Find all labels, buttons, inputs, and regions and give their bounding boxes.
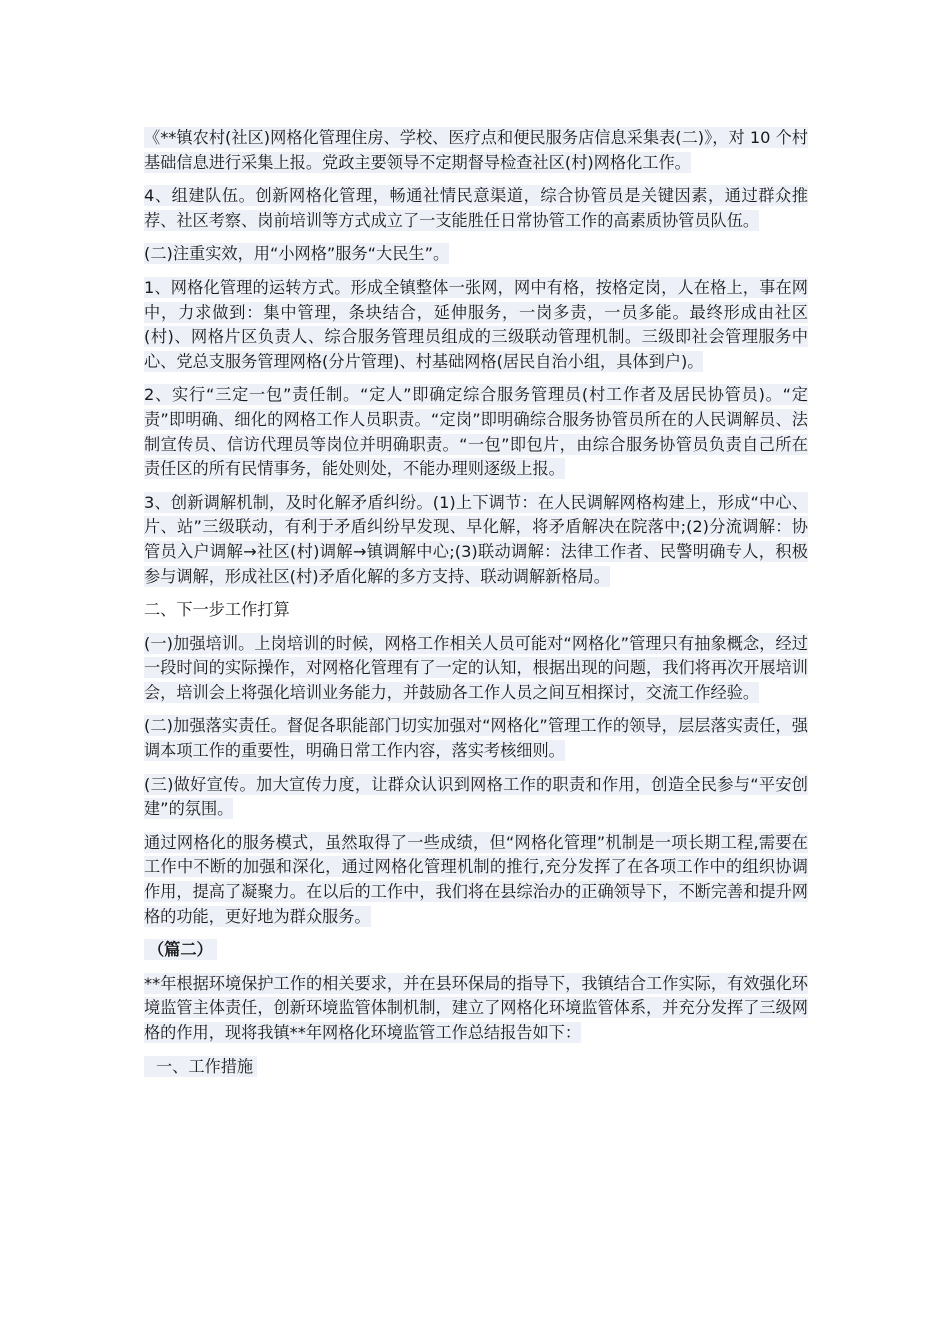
paragraph-conclusion: 通过网格化的服务模式，虽然取得了一些成绩，但“网格化管理”机制是一项长期工程,需要在工作中不断的加强和深化，通过网格化管理机制的推行,充分发挥了在各项工作中的组织协调作用，提高了凝聚力。在以后的工作中，我们将在县综治办的正确领导下，不断完善和提升网格的功能，更好地为群众服务。 bbox=[144, 832, 808, 926]
paragraph-focus-results: (二)注重实效，用“小网格”服务“大民生”。 bbox=[144, 244, 450, 264]
paragraph-plan-training: (一)加强培训。上岗培训的时候，网格工作相关人员可能对“网格化”管理只有抽象概念，经过一段时间的实际操作，对网格化管理有了一定的认知，根据出现的问题，我们将再次开展培训会，培训会上将强化培训业务能力，并鼓励各工作人员之间互相探讨，交流工作经验。 bbox=[144, 633, 808, 702]
paragraph-part-two-intro: **年根据环境保护工作的相关要求，并在县环保局的指导下，我镇结合工作实际，有效强化环境监管主体责任，创新环境监管体制机制，建立了网格化环境监管体系，并充分发挥了三级网格的作用，现将我镇**年网格化环境监管工作总结报告如下： bbox=[144, 973, 808, 1042]
paragraph-responsibility-system: 2、实行“三定一包”责任制。“定人”即确定综合服务管理员(村工作者及居民协管员)。“定责”即明确、细化的网格工作人员职责。“定岗”即明确综合服务协管员所在的人民调解员、法制宣传员、信访代理员等岗位并明确职责。“一包”即包片，由综合服务协管员负责自己所在责任区的所有民情事务，能处则处，不能办理则逐级上报。 bbox=[144, 385, 808, 479]
section-heading-work-measures: 一、工作措施 bbox=[144, 1055, 808, 1080]
part-two-heading: （篇二） bbox=[144, 938, 808, 963]
paragraph-plan-responsibility: (二)加强落实责任。督促各职能部门切实加强对“网格化”管理工作的领导，层层落实责任，强调本项工作的重要性，明确日常工作内容，落实考核细则。 bbox=[144, 716, 808, 761]
paragraph-plan-publicity: (三)做好宣传。加大宣传力度，让群众认识到网格工作的职责和作用，创造全民参与“平安创建”的氛围。 bbox=[144, 774, 808, 819]
paragraph-info-collection: 《**镇农村(社区)网格化管理住房、学校、医疗点和便民服务店信息采集表(二)》，对 10 个村基础信息进行采集上报。党政主要领导不定期督导检查社区(村)网格化工作。 bbox=[144, 128, 808, 172]
paragraph-operation-mode: 1、网格化管理的运转方式。形成全镇整体一张网，网中有格，按格定岗，人在格上，事在网中，力求做到：集中管理，条块结合，延伸服务，一岗多责，一员多能。最终形成由社区(村)、网格片区负责人、综合服务管理员组成的三级联动管理机制。三级即社会管理服务中心、党总支服务管理网格(分片管理)、村基础网格(居民自治小组，具体到户)。 bbox=[144, 277, 808, 371]
paragraph-mediation-mechanism: 3、创新调解机制，及时化解矛盾纠纷。(1)上下调节：在人民调解网格构建上，形成“中心、片、站”三级联动，有利于矛盾纠纷早发现、早化解，将矛盾解决在院落中;(2)分流调解：协管员入户调解→社区(村)调解→镇调解中心;(3)联动调解：法律工作者、民警明确专人，积极参与调解，形成社区(村)矛盾化解的多方支持、联动调解新格局。 bbox=[144, 492, 808, 586]
document-page bbox=[144, 126, 808, 1088]
section-heading-next-steps: 二、下一步工作打算 bbox=[144, 600, 290, 620]
paragraph-build-team: 4、组建队伍。创新网格化管理，畅通社情民意渠道，综合协管员是关键因素，通过群众推荐、社区考察、岗前培训等方式成立了一支能胜任日常协管工作的高素质协管员队伍。 bbox=[144, 186, 808, 230]
